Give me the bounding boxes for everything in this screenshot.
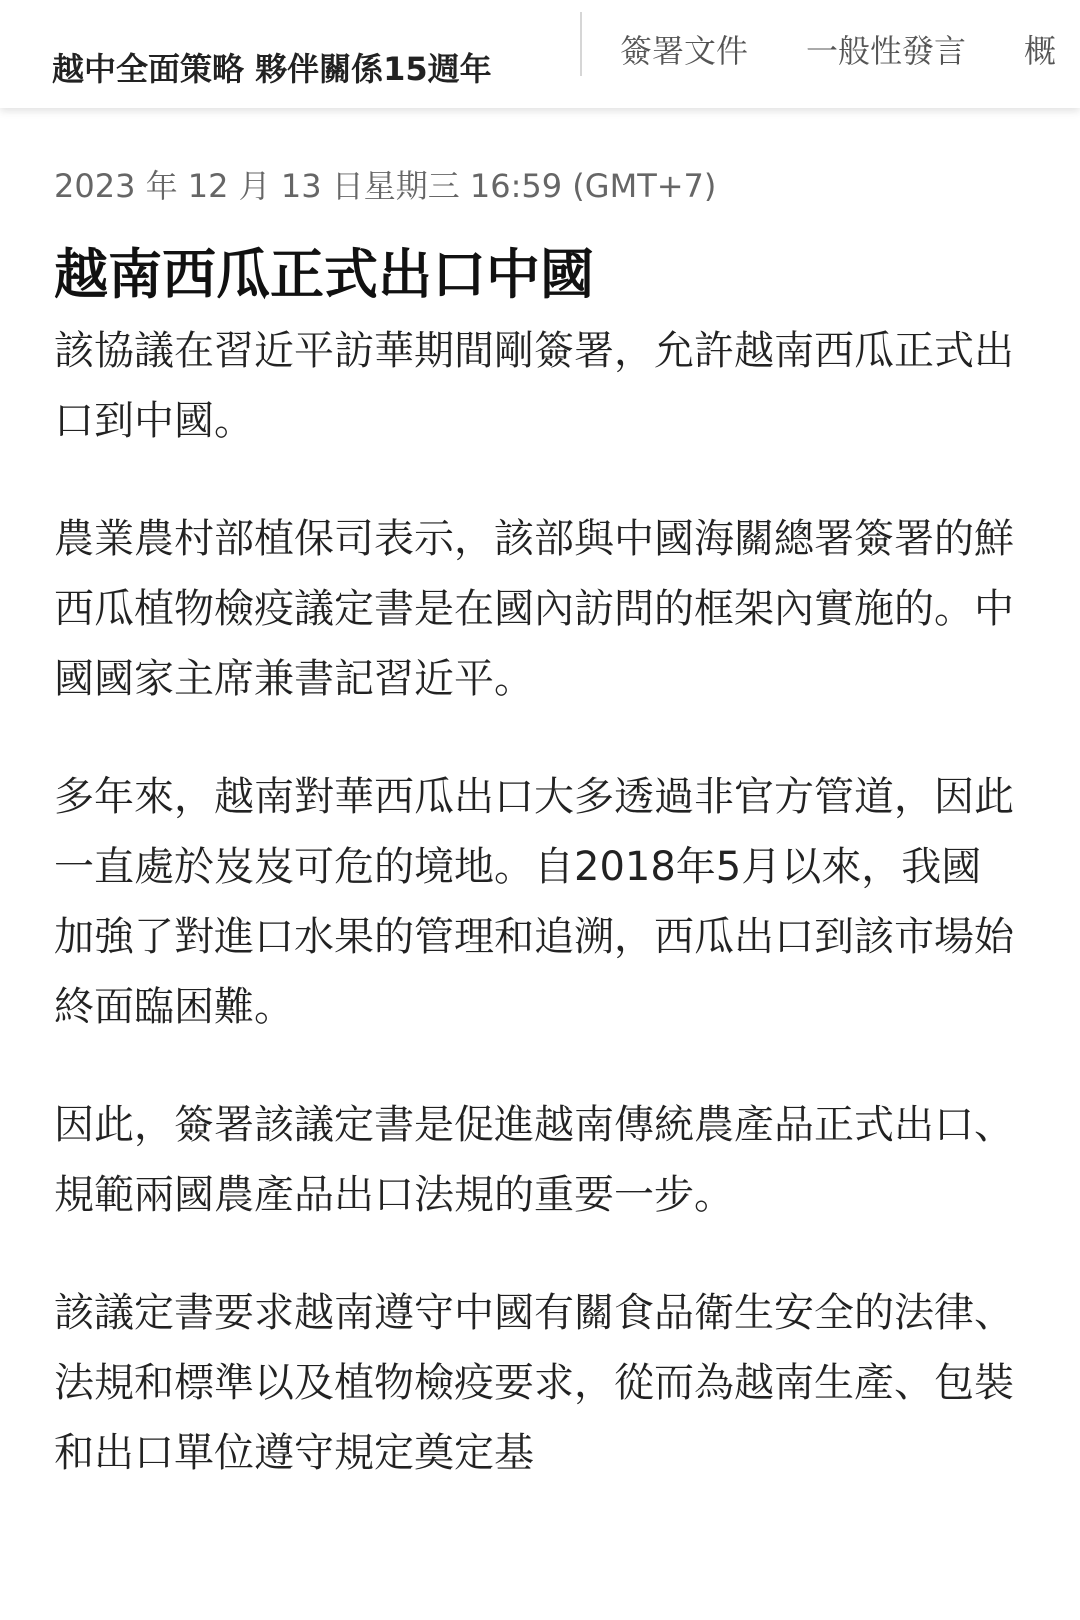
article-paragraph: 農業農村部植保司表示，該部與中國海關總署簽署的鮮西瓜植物檢疫議定書是在國內訪問的框架內實施的。中國國家主席兼書記習近平。 xyxy=(54,516,1014,702)
nav-item-general-statements[interactable]: 一般性發言 xyxy=(806,32,967,70)
article-paragraph: 多年來，越南對華西瓜出口大多透過非官方管道，因此一直處於岌岌可危的境地。自2018年5月以來，我國加強了對進口水果的管理和追溯，西瓜出口到該市場始終面臨困難。 xyxy=(54,774,1014,1030)
article-date: 2023 年 12 月 13 日星期三 16:59 (GMT+7) xyxy=(54,167,717,205)
article-lede: 該協議在習近平訪華期間剛簽署，允許越南西瓜正式出口到中國。 xyxy=(54,328,1014,444)
nav-item-signed-documents[interactable]: 簽署文件 xyxy=(620,32,749,70)
top-navigation-bar xyxy=(0,0,1080,108)
article-body xyxy=(54,108,1014,1488)
nav-item-overview[interactable]: 概 xyxy=(1024,32,1057,70)
article-paragraph: 該議定書要求越南遵守中國有關食品衛生安全的法律、法規和標準以及植物檢疫要求，從而為越南生產、包裝和出口單位遵守規定奠定基 xyxy=(54,1290,1014,1476)
article-title: 越南西瓜正式出口中國 xyxy=(54,243,594,306)
section-brand-link[interactable]: 越中全面策略 夥伴關係15週年 xyxy=(52,50,492,88)
nav-menu xyxy=(620,26,1080,72)
article-paragraph: 因此，簽署該議定書是促進越南傳統農產品正式出口、規範兩國農產品出口法規的重要一步。 xyxy=(54,1102,1014,1218)
nav-divider xyxy=(580,12,582,76)
